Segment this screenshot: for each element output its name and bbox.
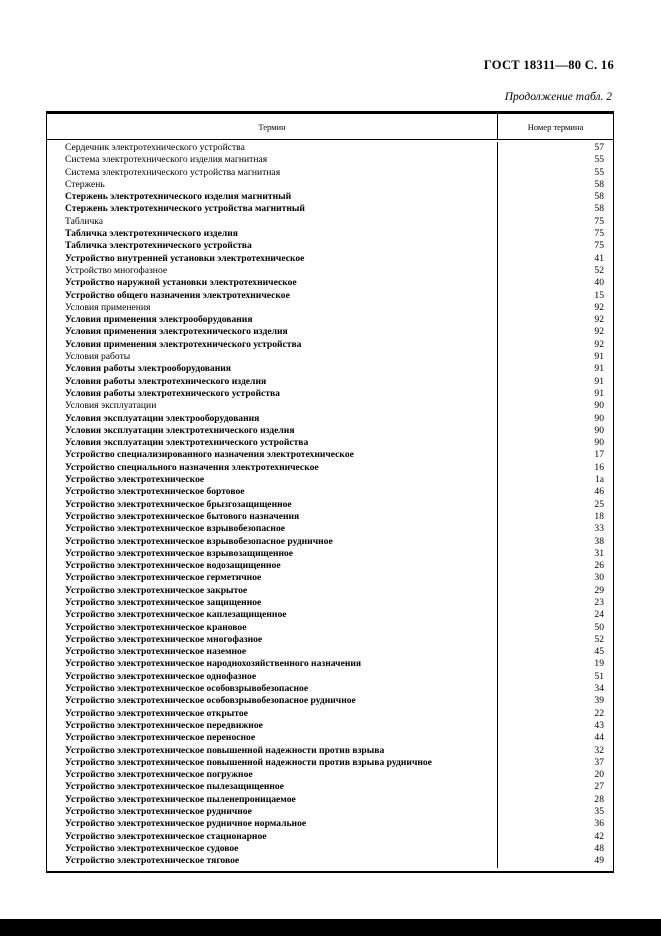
table-row xyxy=(47,523,613,535)
table-row xyxy=(47,732,613,744)
table-row xyxy=(47,154,613,166)
term-cell: Устройство электротехническое защищенное xyxy=(47,597,498,609)
term-cell: Табличка электротехнического изделия xyxy=(47,228,498,240)
term-number-cell: 52 xyxy=(594,633,604,645)
term-number-cell: 19 xyxy=(594,658,604,670)
term-cell: Условия работы электрооборудования xyxy=(47,363,498,375)
term-cell: Устройство электротехническое повышенной надежности против взрыва xyxy=(47,745,498,757)
table-row xyxy=(47,277,613,289)
term-cell: Условия применения электротехнического изделия xyxy=(47,326,498,338)
table-row xyxy=(47,400,613,412)
term-number-cell: 30 xyxy=(594,572,604,584)
term-cell: Устройство электротехническое народнохозяйственного назначения xyxy=(47,658,498,670)
term-cell: Устройство электротехническое особовзрывобезопасное рудничное xyxy=(47,695,498,707)
term-cell: Стержень электротехнического устройства магнитный xyxy=(47,203,498,215)
table-row xyxy=(47,499,613,511)
term-cell: Устройство электротехническое брызгозащищенное xyxy=(47,499,498,511)
term-number-cell: 15 xyxy=(594,289,604,301)
term-number-cell: 42 xyxy=(594,830,604,842)
column-header-term: Термин xyxy=(47,114,498,139)
term-number-cell: 40 xyxy=(594,277,604,289)
term-cell: Устройство электротехническое открытое xyxy=(47,708,498,720)
term-number-cell: 17 xyxy=(594,449,604,461)
term-number-cell: 28 xyxy=(594,793,604,805)
term-number-cell: 32 xyxy=(594,744,604,756)
term-cell: Условия эксплуатации электротехнического устройства xyxy=(47,437,498,449)
term-number-cell: 25 xyxy=(594,498,604,510)
term-number-cell: 18 xyxy=(594,510,604,522)
term-number-cell: 23 xyxy=(594,596,604,608)
term-number-cell: 58 xyxy=(594,178,604,190)
term-number-cell: 75 xyxy=(594,228,604,240)
term-cell: Устройство электротехническое наземное xyxy=(47,646,498,658)
term-number-cell: 75 xyxy=(594,215,604,227)
term-cell: Устройство электротехническое пылезащищенное xyxy=(47,781,498,793)
table-row xyxy=(47,449,613,461)
term-cell: Устройство электротехническое переносное xyxy=(47,732,498,744)
term-number-cell: 20 xyxy=(594,769,604,781)
term-number-cell: 29 xyxy=(594,584,604,596)
term-number-cell: 90 xyxy=(594,400,604,412)
table-row xyxy=(47,855,613,867)
term-number-cell: 34 xyxy=(594,683,604,695)
term-number-cell: 31 xyxy=(594,547,604,559)
table-row xyxy=(47,302,613,314)
table-row xyxy=(47,843,613,855)
table-row xyxy=(47,597,613,609)
page-bottom-scan-bar xyxy=(0,919,661,936)
term-number-cell: 92 xyxy=(594,326,604,338)
table-row xyxy=(47,339,613,351)
term-cell: Условия эксплуатации xyxy=(47,400,498,412)
term-cell: Устройство электротехническое бытового назначения xyxy=(47,511,498,523)
term-number-cell: 49 xyxy=(594,855,604,867)
terms-table xyxy=(46,111,614,873)
table-row xyxy=(47,609,613,621)
term-cell: Устройство электротехническое многофазное xyxy=(47,634,498,646)
page-header: ГОСТ 18311—80 С. 16 xyxy=(483,58,614,72)
table-row xyxy=(47,462,613,474)
term-number-cell: 33 xyxy=(594,523,604,535)
table-row xyxy=(47,757,613,769)
term-cell: Стержень xyxy=(47,179,498,191)
table-row xyxy=(47,671,613,683)
table-row xyxy=(47,240,613,252)
term-cell: Устройство специального назначения электротехническое xyxy=(47,462,498,474)
term-number-cell: 55 xyxy=(594,154,604,166)
term-cell: Устройство электротехническое водозащищенное xyxy=(47,560,498,572)
term-number-cell: 41 xyxy=(594,252,604,264)
table-row xyxy=(47,314,613,326)
table-row xyxy=(47,191,613,203)
table-row xyxy=(47,228,613,240)
term-cell: Условия применения xyxy=(47,302,498,314)
term-number-cell: 92 xyxy=(594,301,604,313)
term-cell: Устройство электротехническое закрытое xyxy=(47,585,498,597)
term-number-cell: 46 xyxy=(594,486,604,498)
table-row xyxy=(47,203,613,215)
term-cell: Устройство электротехническое крановое xyxy=(47,622,498,634)
term-number-cell: 50 xyxy=(594,621,604,633)
term-cell: Условия работы электротехнического устройства xyxy=(47,388,498,400)
table-row xyxy=(47,179,613,191)
term-cell: Устройство наружной установки электротехническое xyxy=(47,277,498,289)
term-cell: Устройство электротехническое однофазное xyxy=(47,671,498,683)
term-cell: Устройство специализированного назначения электротехническое xyxy=(47,449,498,461)
table-row xyxy=(47,781,613,793)
column-header-number: Номер термина xyxy=(527,121,584,132)
term-cell: Устройство электротехническое передвижное xyxy=(47,720,498,732)
term-cell: Устройство общего назначения электротехническое xyxy=(47,290,498,302)
table-row xyxy=(47,363,613,375)
term-number-cell: 90 xyxy=(594,412,604,424)
table-row xyxy=(47,572,613,584)
term-cell: Условия работы xyxy=(47,351,498,363)
term-number-cell: 75 xyxy=(594,240,604,252)
term-cell: Устройство электротехническое стационарное xyxy=(47,831,498,843)
table-row xyxy=(47,425,613,437)
term-number-cell: 51 xyxy=(594,670,604,682)
table-row xyxy=(47,708,613,720)
term-number-cell: 90 xyxy=(594,424,604,436)
term-cell: Система электротехнического изделия магнитная xyxy=(47,154,498,166)
term-number-cell: 37 xyxy=(594,756,604,768)
term-number-cell: 90 xyxy=(594,437,604,449)
term-cell: Условия работы электротехнического изделия xyxy=(47,376,498,388)
table-row xyxy=(47,548,613,560)
term-number-cell: 16 xyxy=(594,461,604,473)
term-cell: Устройство электротехническое погружное xyxy=(47,769,498,781)
term-number-cell: 52 xyxy=(594,264,604,276)
term-number-cell: 38 xyxy=(594,535,604,547)
table-row xyxy=(47,388,613,400)
term-number-cell: 22 xyxy=(594,707,604,719)
term-number-cell: 91 xyxy=(594,363,604,375)
table-row xyxy=(47,585,613,597)
table-body xyxy=(47,140,613,871)
term-cell: Условия эксплуатации электрооборудования xyxy=(47,413,498,425)
term-cell: Устройство электротехническое взрывозащищенное xyxy=(47,548,498,560)
table-row xyxy=(47,622,613,634)
table-row xyxy=(47,720,613,732)
term-cell: Устройство электротехническое рудничное нормальное xyxy=(47,818,498,830)
table-row xyxy=(47,634,613,646)
term-number-cell: 55 xyxy=(594,166,604,178)
table-row xyxy=(47,769,613,781)
table-row xyxy=(47,265,613,277)
term-number-cell: 91 xyxy=(594,387,604,399)
table-row xyxy=(47,794,613,806)
term-cell: Стержень электротехнического изделия магнитный xyxy=(47,191,498,203)
table-row xyxy=(47,683,613,695)
term-cell: Устройство электротехническое пыленепроницаемое xyxy=(47,794,498,806)
term-cell: Устройство электротехническое бортовое xyxy=(47,486,498,498)
term-cell: Устройство электротехническое каплезащищенное xyxy=(47,609,498,621)
term-cell: Условия применения электрооборудования xyxy=(47,314,498,326)
table-header-row xyxy=(47,114,613,140)
term-cell: Устройство электротехническое судовое xyxy=(47,843,498,855)
term-number-cell: 58 xyxy=(594,191,604,203)
term-number-cell: 36 xyxy=(594,818,604,830)
term-number-cell: 27 xyxy=(594,781,604,793)
term-number-cell: 26 xyxy=(594,560,604,572)
table-row xyxy=(47,818,613,830)
term-cell: Система электротехнического устройства магнитная xyxy=(47,167,498,179)
term-cell: Устройство внутренней установки электротехническое xyxy=(47,253,498,265)
table-row xyxy=(47,253,613,265)
table-row xyxy=(47,695,613,707)
term-number-cell: 57 xyxy=(594,142,604,153)
table-row xyxy=(47,745,613,757)
term-number-cell: 35 xyxy=(594,806,604,818)
table-row xyxy=(47,216,613,228)
term-cell: Сердечник электротехнического устройства xyxy=(47,142,498,154)
term-number-cell: 92 xyxy=(594,314,604,326)
term-number-cell: 48 xyxy=(594,842,604,854)
term-cell: Устройство электротехническое герметичное xyxy=(47,572,498,584)
table-row xyxy=(47,658,613,670)
term-number-cell: 44 xyxy=(594,732,604,744)
term-number-cell: 58 xyxy=(594,203,604,215)
table-row xyxy=(47,413,613,425)
table-row xyxy=(47,290,613,302)
table-row xyxy=(47,536,613,548)
term-number-cell: 91 xyxy=(594,375,604,387)
term-cell: Условия эксплуатации электротехнического изделия xyxy=(47,425,498,437)
term-cell: Табличка xyxy=(47,216,498,228)
term-cell: Устройство электротехническое взрывобезопасное xyxy=(47,523,498,535)
term-cell: Устройство многофазное xyxy=(47,265,498,277)
term-number-cell: 43 xyxy=(594,719,604,731)
table-row xyxy=(47,474,613,486)
table-row xyxy=(47,486,613,498)
term-cell: Табличка электротехнического устройства xyxy=(47,240,498,252)
term-number-cell: 39 xyxy=(594,695,604,707)
term-number-cell: 24 xyxy=(594,609,604,621)
table-row xyxy=(47,376,613,388)
term-cell: Устройство электротехническое xyxy=(47,474,498,486)
term-number-cell: 92 xyxy=(594,338,604,350)
term-number-cell: 45 xyxy=(594,646,604,658)
term-cell: Устройство электротехническое особовзрывобезопасное xyxy=(47,683,498,695)
table-row xyxy=(47,167,613,179)
table-row xyxy=(47,142,613,154)
term-cell: Устройство электротехническое повышенной надежности против взрыва рудничное xyxy=(47,757,498,769)
table-row xyxy=(47,646,613,658)
table-row xyxy=(47,511,613,523)
table-row xyxy=(47,806,613,818)
term-number-cell: 1а xyxy=(594,474,604,486)
table-row xyxy=(47,831,613,843)
term-cell: Устройство электротехническое рудничное xyxy=(47,806,498,818)
table-row xyxy=(47,351,613,363)
term-cell: Устройство электротехническое взрывобезопасное рудничное xyxy=(47,536,498,548)
table-row xyxy=(47,560,613,572)
table-continuation-note: Продолжение табл. 2 xyxy=(504,91,612,103)
term-number-cell: 91 xyxy=(594,351,604,363)
term-cell: Устройство электротехническое тяговое xyxy=(47,855,498,867)
term-cell: Условия применения электротехнического устройства xyxy=(47,339,498,351)
table-row xyxy=(47,326,613,338)
table-row xyxy=(47,437,613,449)
